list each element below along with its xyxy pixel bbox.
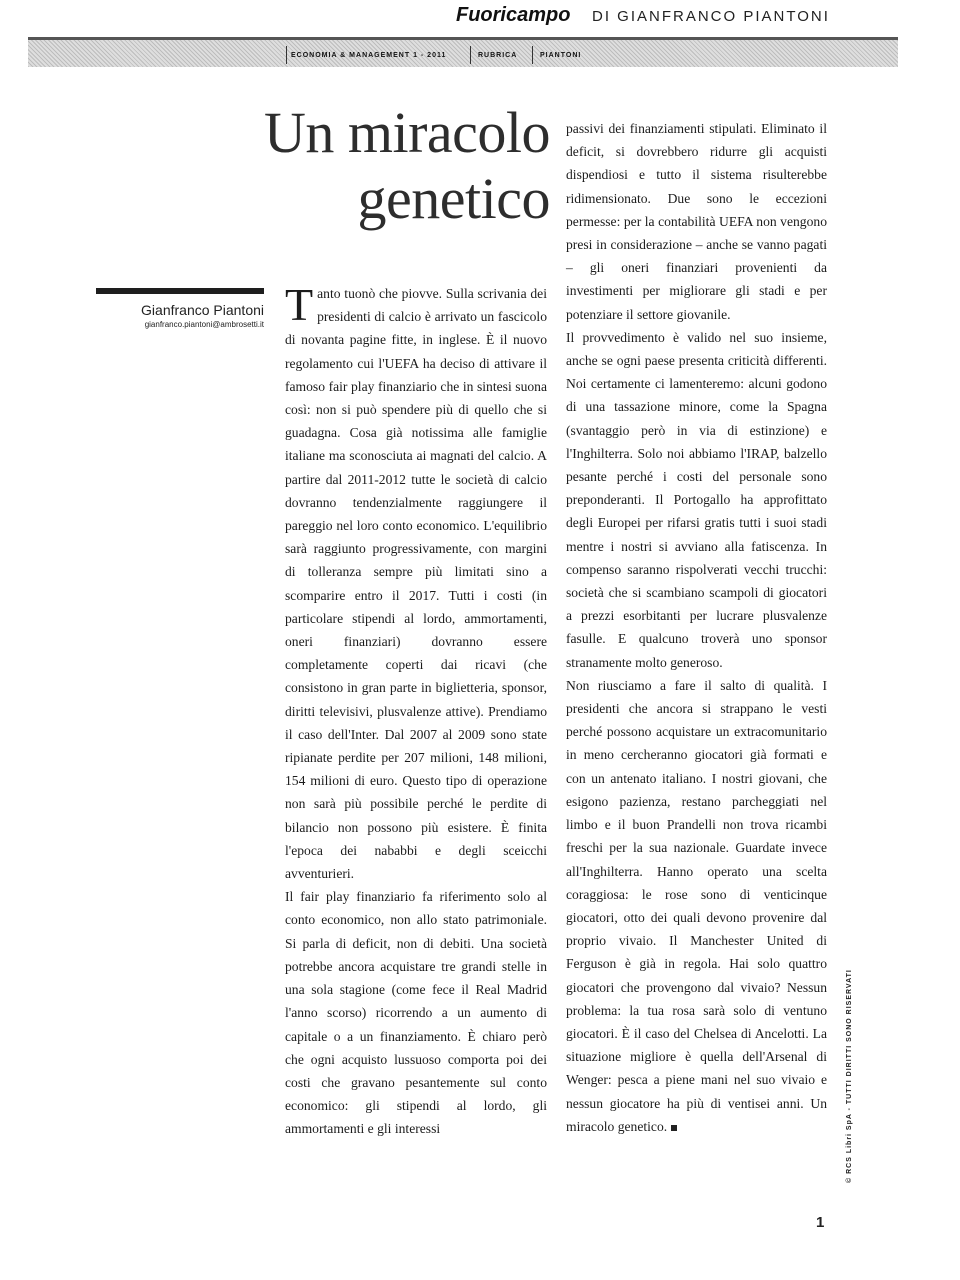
paragraph-1	[285, 279, 547, 885]
band-separator	[470, 46, 471, 64]
article-title	[170, 100, 550, 232]
band-label-author: PIANTONI	[540, 52, 582, 59]
drop-cap: T	[285, 279, 314, 330]
band-separator	[286, 46, 287, 64]
paragraph-4	[566, 674, 827, 1138]
paragraph-4-text: Non riusciamo a fare il salto di qualità. I presidenti che ancora si strappano le vesti perché possono acquistare un extracomunitario in meno cercheranno giocatori già formati e con un antenato italiano. I nostri giovani, che esigono pazienza, restano parcheggiati nel limbo e il buon Prandelli non trova ricambi freschi per la sua nazionale. Guardate invece all'Inghilterra. Hanno operato una scelta coraggiosa: le rose sono di venticinque giocatori, otto dei quali devono provenire dal proprio vivaio. Il Manchester United di Ferguson è già in regola. Hai solo quattro giocatori che provengono dal vivaio? Nessun problema: la tua rosa sarà solo di ventuno giocatori. È il caso del Chelsea di Ancelotti. La situazione migliore è quella dell'Arsenal di Wenger: pesca a piene mani nel suo vivaio e nessun giocatore ha più di ventisei anni. Un miracolo genetico.	[566, 677, 827, 1134]
author-email: gianfranco.piantoni@ambrosetti.it	[144, 320, 264, 329]
section-brand: Fuoricampo	[456, 4, 571, 26]
author-name: Gianfranco Piantoni	[141, 302, 264, 318]
end-mark-icon	[671, 1125, 677, 1131]
title-line-1: Un miracolo	[263, 100, 550, 165]
band-separator	[532, 46, 533, 64]
band-label-issue: ECONOMIA & MANAGEMENT 1 - 2011	[291, 52, 447, 59]
author-divider	[96, 288, 264, 294]
paragraph-2-part-2: passivi dei finanziamenti stipulati. Eliminato il deficit, si dovrebbero ridurre gli acquisti dispendiosi e tutto il sistema risulterebbe ridimensionato. Due sono le eccezioni permesse: per la contabilità UEFA non vengono presi in considerazione – anche se vanno pagati – gli oneri finanziari provenienti da investimenti per migliorare gli stadi e per potenziare il settore giovanile.	[566, 121, 827, 322]
article-column-right	[566, 117, 827, 1138]
header-band-line	[28, 37, 898, 40]
title-line-2: genetico	[357, 166, 550, 231]
paragraph-3: Il provvedimento è valido nel suo insieme, anche se ogni paese presenta criticità differenti. Noi certamente ci lamenteremo: alcuni godono di una tassazione minore, come la Spagna (svantaggio però in via di estinzione) e l'Inghilterra. Solo noi abbiamo l'IRAP, balzello pesante perché i costi del personale sono preponderanti. Il Portogallo ha approfittato degli Europei per rifarsi gratis tutti i suoi stadi mentre i nostri si avviano alla fatiscenza. In compenso saranno rispolverati vecchi trucchi: società che si scambiano scampoli di giocatori a prezzi esorbitanti per lucrare plusvalenze fasulle. E qualcuno troverà uno sponsor stranamente molto generoso.	[566, 329, 827, 670]
copyright-notice: © RCS Libri SpA - TUTTI DIRITTI SONO RISERVATI	[846, 969, 853, 1183]
column-author-header: DI GIANFRANCO PIANTONI	[592, 8, 830, 25]
band-label-section: RUBRICA	[478, 52, 518, 59]
paragraph-1-text: anto tuonò che piovve. Sulla scrivania dei presidenti di calcio è arrivato un fascicolo di novanta pagine fitte, in inglese. È il nuovo regolamento cui l'UEFA ha deciso di attivare il famoso fair play finanziario che in sintesi suona così: non si può spendere più di quello che si guadagna. Cosa già notissima alle famiglie italiane ma sconosciuta ai magnati del calcio. A partire dal 2011-2012 tutte le società di calcio dovranno tendenzialmente raggiungere il pareggio nel loro conto economico. L'equilibrio sarà raggiunto progressivamente, con margini di tolleranza sempre più limitati sino a scomparire entro il 2017. Tutti i costi (in particolare stipendi al lordo, ammortamenti, oneri finanziari) dovranno essere completamente coperti dai ricavi (che consistono in gran parte in biglietteria, sponsor, diritti televisivi, plusvalenze attive). Prendiamo il caso dell'Inter. Dal 2007 al 2009 sono state ripianate perdite per 207 milioni, 148 milioni, 154 milioni di euro. Questo tipo di operazione non sarà più possibile perché le perdite di bilancio non possono più esistere. È finita l'epoca dei nababbi e degli sceicchi avventurieri.	[285, 286, 547, 882]
article-column-left	[285, 279, 547, 1141]
paragraph-2-part-1: Il fair play finanziario fa riferimento solo al conto economico, non allo stato patrimoniale. Si parla di deficit, non di debiti. Una società potrebbe ancora acquistare tre grandi stelle in una sola stagione (come fece il Real Madrid l'anno scorso) ricorrendo a un aumento di capitale o a un finanziamento. È chiaro però che ogni acquisto lussuoso comporta poi dei costi che gravano pesantemente sul conto economico: gli stipendi al lordo, gli ammortamenti e gli interessi	[285, 889, 547, 1137]
header-band	[28, 37, 898, 67]
page-number: 1	[816, 1214, 825, 1231]
